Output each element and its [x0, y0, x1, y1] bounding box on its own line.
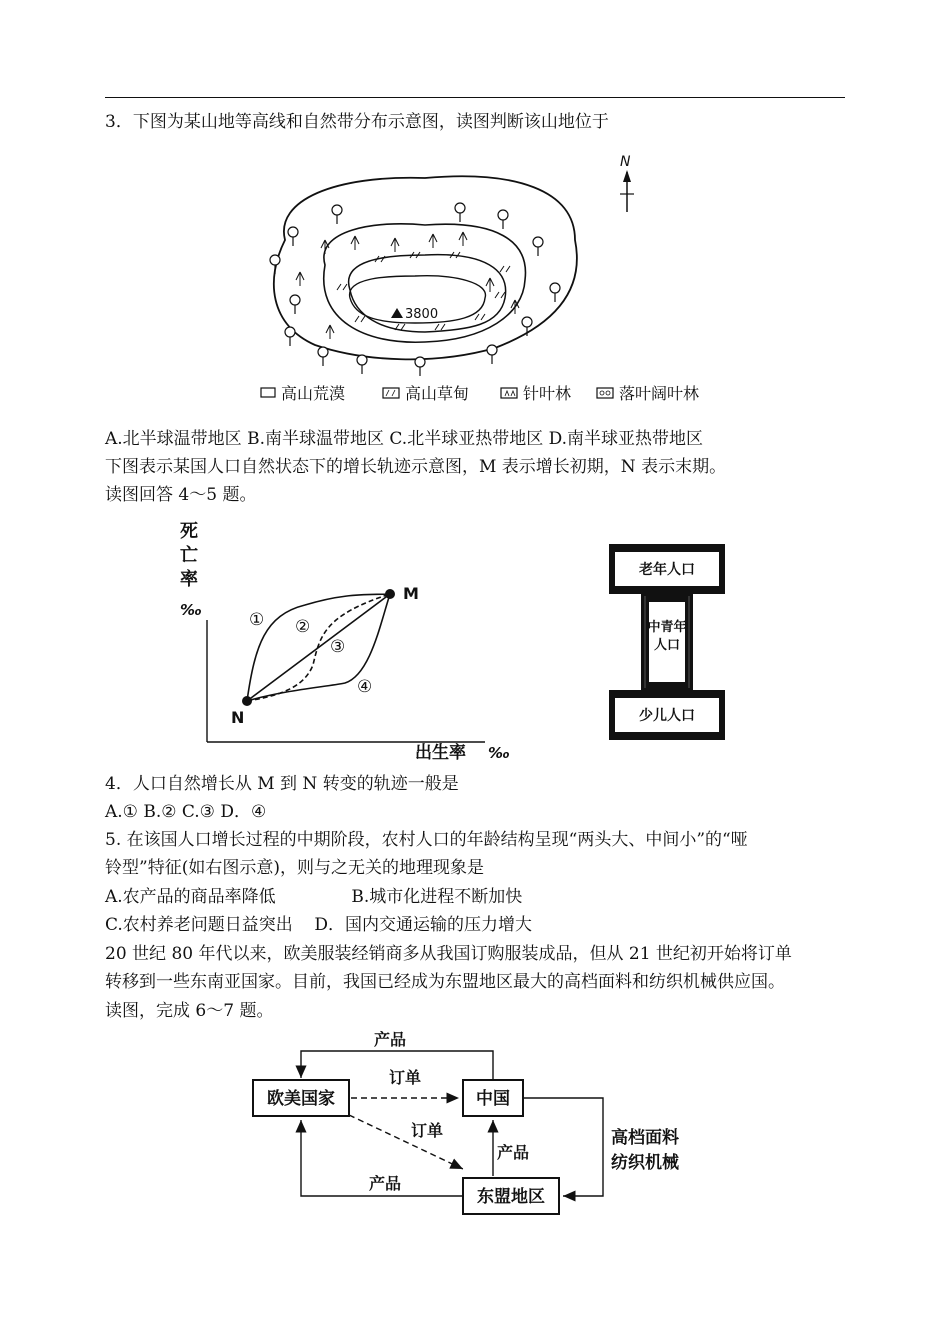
label-product-top: 产品	[373, 1030, 407, 1049]
curve-label-2: ②	[295, 617, 311, 637]
deciduous-tree-icons	[270, 203, 560, 376]
peak-label: 3800	[405, 307, 439, 322]
trade-flow-diagram	[245, 1025, 715, 1225]
q5-stem-2: 铃型”特征(如右图示意)，则与之无关的地理现象是	[105, 858, 484, 878]
q4-stem: 4．人口自然增长从 M 到 N 转变的轨迹一般是	[105, 774, 459, 794]
label-supply-1: 高档面料	[611, 1128, 679, 1148]
curve-label-3: ③	[330, 637, 346, 657]
label-supply-2: 纺织机械	[611, 1153, 679, 1173]
q3-options: A.北半球温带地区 B.南半球温带地区 C.北半球亚热带地区 D.南半球亚热带地区	[105, 429, 704, 449]
point-m	[385, 589, 395, 599]
xlabel: 出生率	[415, 743, 466, 763]
contour-middle	[324, 224, 526, 342]
dumbbell-middle-label-2: 人口	[653, 638, 681, 653]
point-m-label: M	[403, 584, 419, 603]
label-product-mid: 产品	[496, 1143, 530, 1162]
x-unit: ‰	[488, 744, 510, 762]
arrow-order-west-to-asean	[349, 1115, 463, 1169]
header-rule	[105, 97, 845, 98]
label-product-bottom: 产品	[368, 1174, 402, 1193]
q3-stem: 3．下图为某山地等高线和自然带分布示意图，读图判断该山地位于	[105, 112, 609, 132]
label-order-1: 订单	[388, 1068, 422, 1087]
legend-deciduous: 落叶阔叶林	[619, 384, 700, 403]
q4-options: A.① B.② C.③ D．④	[105, 802, 267, 822]
compass-label: N	[620, 154, 631, 170]
curve-label-4: ④	[357, 677, 373, 697]
box-west-label: 欧美国家	[267, 1089, 335, 1109]
trajectory-chart	[175, 515, 515, 765]
intro45-line2: 读图回答 4～5 题。	[105, 485, 257, 505]
dumbbell-top-label: 老年人口	[639, 562, 695, 578]
intro67-line1: 20 世纪 80 年代以来，欧美服装经销商多从我国订购服装成品，但从 21 世纪初开始将订单	[105, 944, 792, 964]
curve-label-1: ①	[249, 610, 265, 630]
peak-icon	[391, 308, 403, 318]
point-n-label: N	[231, 708, 245, 727]
q5-stem-1: 5. 在该国人口增长过程的中期阶段，农村人口的年龄结构呈现“两头大、中间小”的“哑	[105, 830, 748, 850]
intro67-line3: 读图，完成 6～7 题。	[105, 1001, 274, 1021]
y-unit: ‰	[180, 601, 202, 619]
dumbbell-middle-label-1: 中青年	[647, 620, 687, 635]
box-asean-label: 东盟地区	[477, 1187, 545, 1207]
legend-conifer: 针叶林	[523, 384, 572, 403]
ylabel-char-1: 死	[180, 521, 198, 542]
map-legend	[261, 384, 699, 403]
q5-options-2: C.农村养老问题日益突出 D．国内交通运输的压力增大	[105, 915, 533, 935]
intro67-line2: 转移到一些东南亚国家。目前，我国已经成为东盟地区最大的高档面料和纺织机械供应国。	[105, 972, 785, 992]
dumbbell-diagram	[605, 540, 730, 745]
q5-options-1: A.农产品的商品率降低 B.城市化进程不断加快	[105, 887, 523, 907]
legend-meadow: 高山草甸	[405, 384, 470, 403]
point-n	[242, 696, 252, 706]
legend-desert: 高山荒漠	[281, 384, 346, 403]
dumbbell-bottom-label: 少儿人口	[639, 708, 695, 724]
label-order-2: 订单	[410, 1121, 444, 1140]
intro45-line1: 下图表示某国人口自然状态下的增长轨迹示意图，M 表示增长初期，N 表示末期。	[105, 457, 727, 477]
contour-map	[255, 150, 735, 415]
ylabel-char-2: 亡	[180, 545, 198, 566]
ylabel-char-3: 率	[180, 569, 198, 590]
box-china-label: 中国	[476, 1089, 510, 1109]
